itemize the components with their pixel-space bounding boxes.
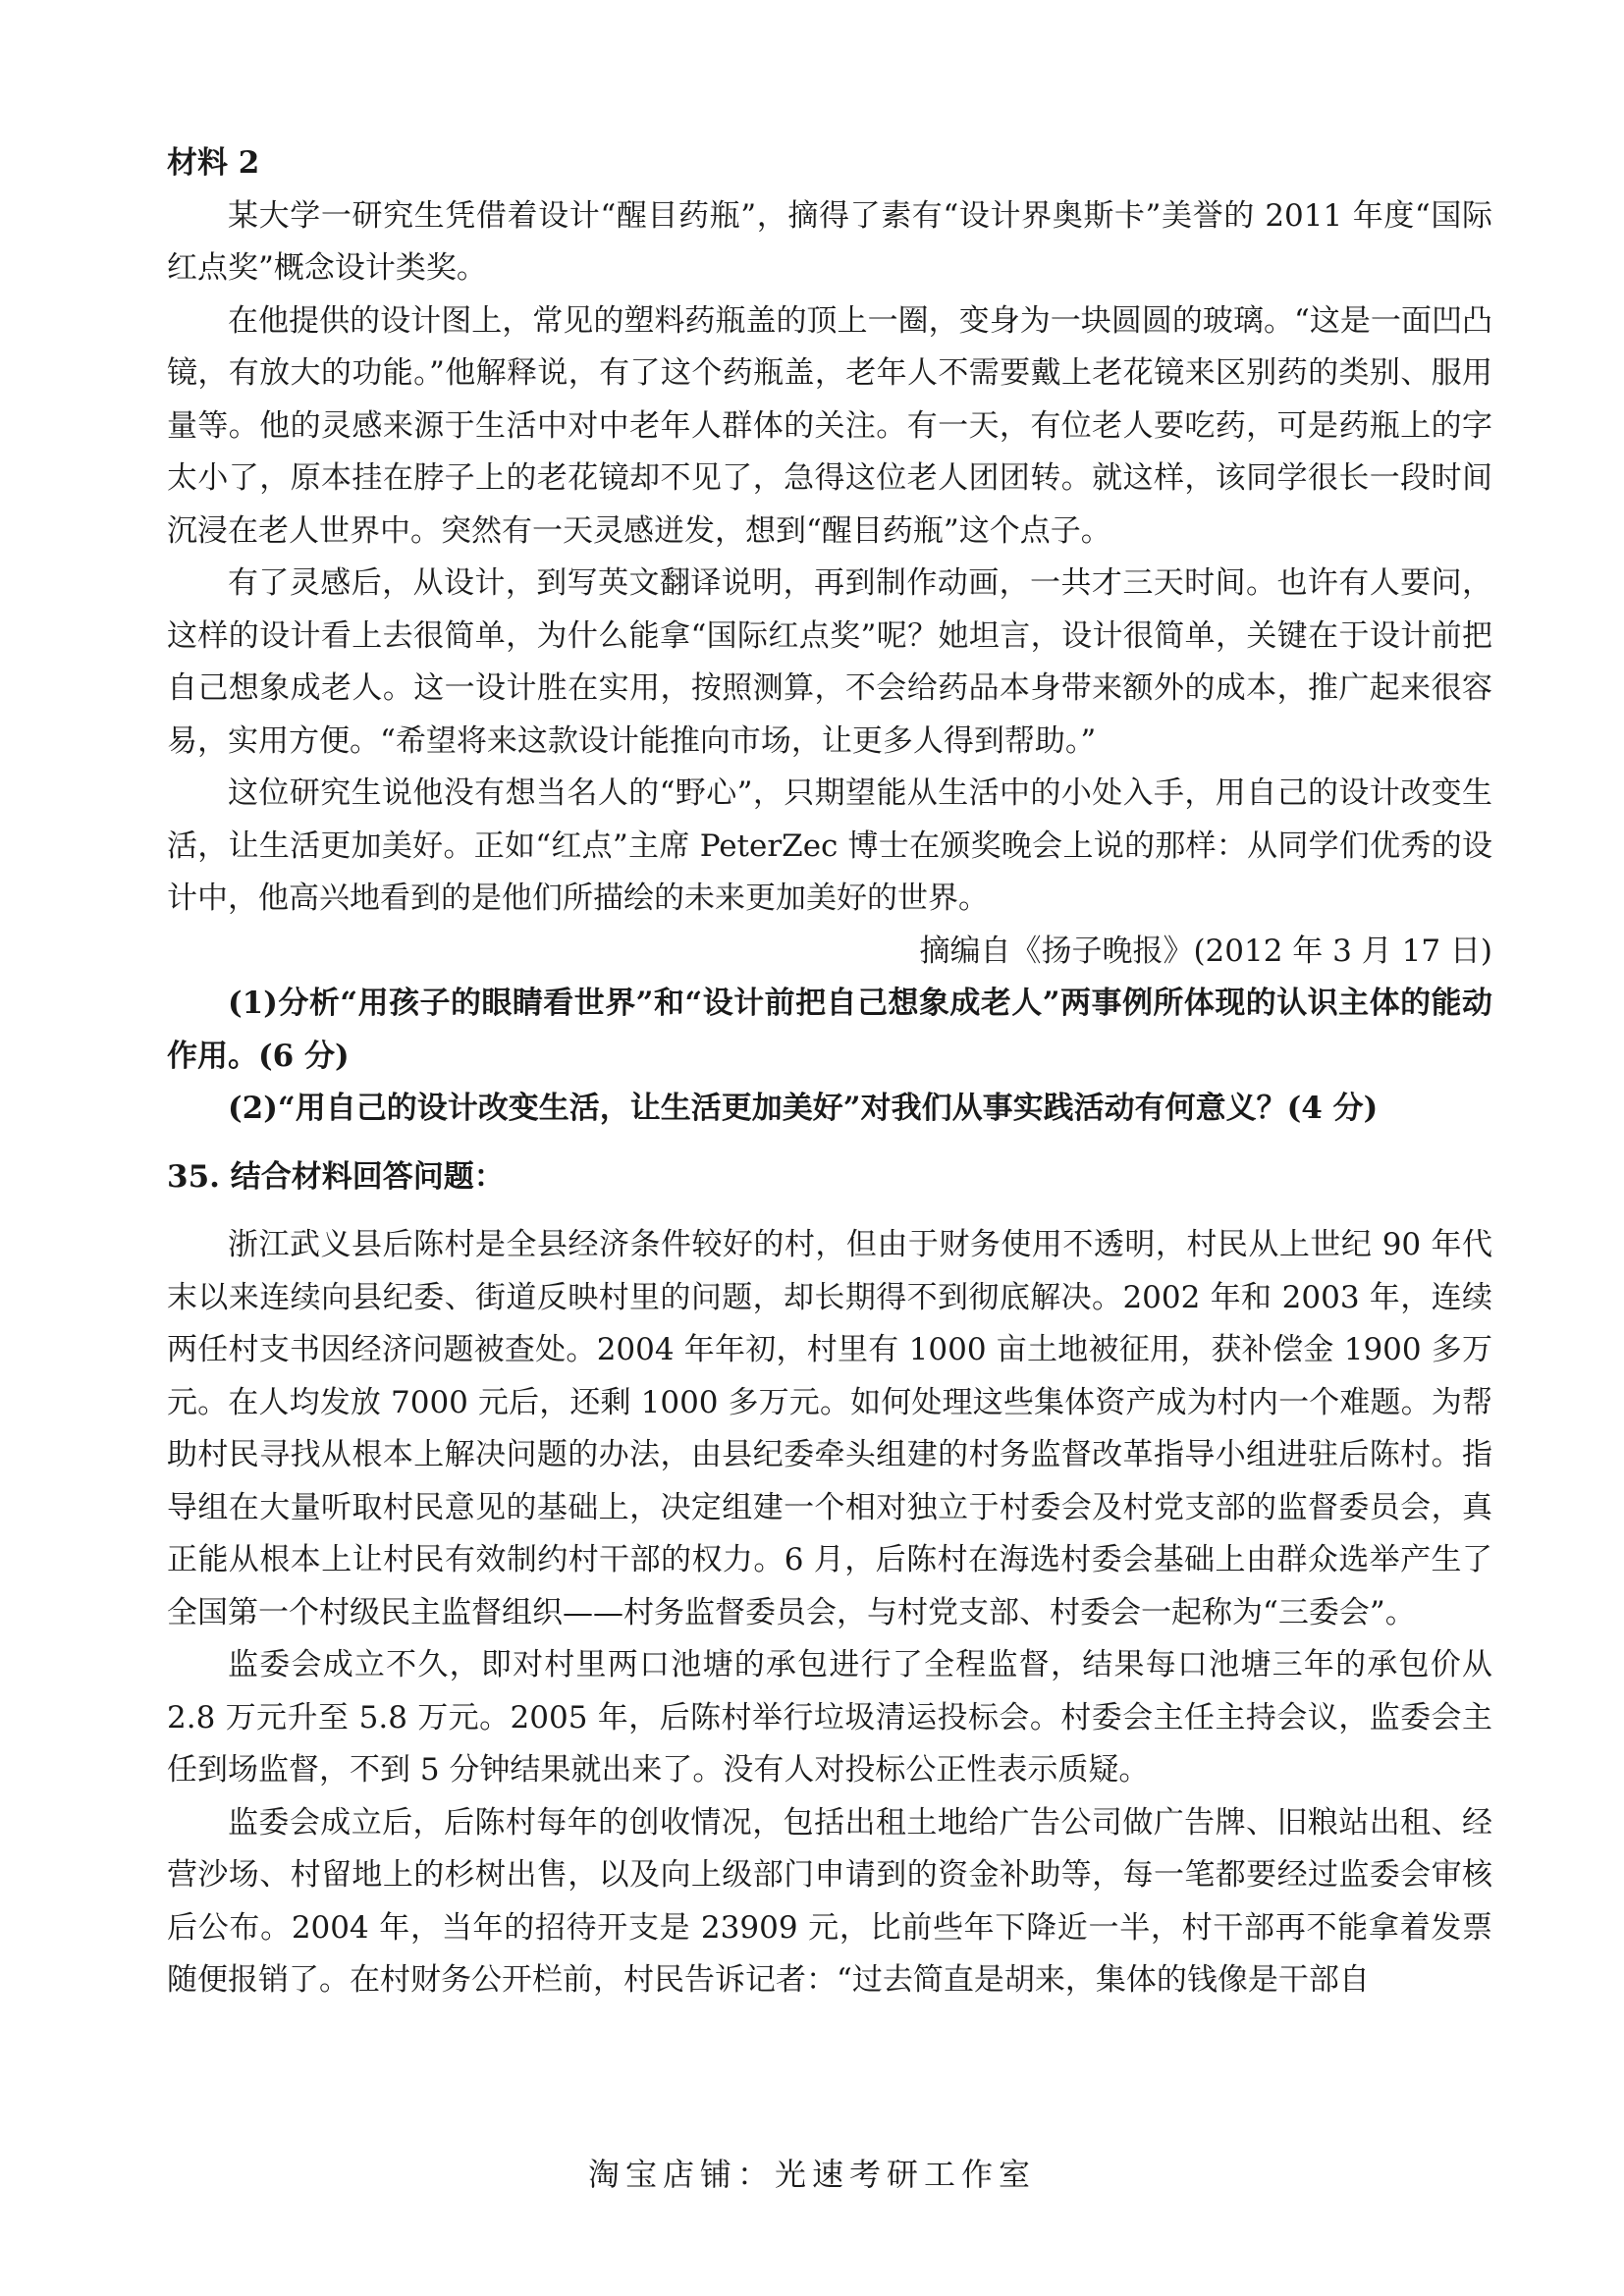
question-35-paragraph-3: 监委会成立后，后陈村每年的创收情况，包括出租土地给广告公司做广告牌、旧粮站出租、经营沙场、村留地上的杉树出售，以及向上级部门申请到的资金补助等，每一笔都要经过监委会审核后公布。2004 年，当年的招待开支是 23909 元，比前些年下降近一半，村干部再不能拿着发票随便报销了。在村财务公开栏前，村民告诉记者：“过去简直是胡来，集体的钱像是干部自 — [167, 1804, 1492, 1998]
section-gap — [167, 1136, 1492, 1151]
question-35-heading: 35. 结合材料回答问题： — [167, 1158, 505, 1195]
material-2-paragraph-1: 某大学一研究生凭借着设计“醒目药瓶”，摘得了素有“设计界奥斯卡”美誉的 2011 年度“国际红点奖”概念设计类奖。 — [167, 197, 1492, 286]
material-2-paragraph-3: 有了灵感后，从设计，到写英文翻译说明，再到制作动画，一共才三天时间。也许有人要问，这样的设计看上去很简单，为什么能拿“国际红点奖”呢？她坦言，设计很简单，关键在于设计前把自己想象成老人。这一设计胜在实用，按照测算，不会给药品本身带来额外的成本，推广起来很容易，实用方便。“希望将来这款设计能推向市场，让更多人得到帮助。” — [167, 565, 1492, 759]
shop-footer: 淘宝店铺：光速考研工作室 — [587, 2156, 1036, 2193]
material-2-heading: 材料 2 — [167, 145, 260, 181]
section-gap — [167, 1203, 1492, 1219]
material-2-paragraph-4: 这位研究生说他没有想当名人的“野心”，只期望能从生活中的小处入手，用自己的设计改变生活，让生活更加美好。正如“红点”主席 PeterZec 博士在颁奖晚会上说的那样：从同学们优秀的设计中，他高兴地看到的是他们所描绘的未来更加美好的世界。 — [167, 775, 1492, 916]
question-35-paragraph-1: 浙江武义县后陈村是全县经济条件较好的村，但由于财务使用不透明，村民从上世纪 90 年代末以来连续向县纪委、街道反映村里的问题，却长期得不到彻底解决。2002 年和 2003 年，连续两任村支书因经济问题被查处。2004 年年初，村里有 1000 亩土地被征用，获补偿金 1900 多万元。在人均发放 7000 元后，还剩 1000 多万元。如何处理这些集体资产成为村内一个难题。为帮助村民寻找从根本上解决问题的办法，由县纪委牵头组建的村务监督改革指导小组进驻后陈村。指导组在大量听取村民意见的基础上，决定组建一个相对独立于村委会及村党支部的监督委员会，真正能从根本上让村民有效制约村干部的权力。6 月，后陈村在海选村委会基础上由群众选举产生了全国第一个村级民主监督组织——村务监督委员会，与村党支部、村委会一起称为“三委会”。 — [167, 1227, 1492, 1630]
page-content — [167, 137, 1492, 2007]
material-2-paragraph-2: 在他提供的设计图上，常见的塑料药瓶盖的顶上一圈，变身为一块圆圆的玻璃。“这是一面凹凸镜，有放大的功能。”他解释说，有了这个药瓶盖，老年人不需要戴上老花镜来区别药的类别、服用量等。他的灵感来源于生活中对中老年人群体的关注。有一天，有位老人要吃药，可是药瓶上的字太小了，原本挂在脖子上的老花镜却不见了，急得这位老人团团转。就这样，该同学很长一段时间沉浸在老人世界中。突然有一天灵感迸发，想到“醒目药瓶”这个点子。 — [167, 302, 1492, 549]
question-35-paragraph-2: 监委会成立不久，即对村里两口池塘的承包进行了全程监督，结果每口池塘三年的承包价从 2.8 万元升至 5.8 万元。2005 年，后陈村举行垃圾清运投标会。村委会主任主持会议，监委会主任到场监督，不到 5 分钟结果就出来了。没有人对投标公正性表示质疑。 — [167, 1647, 1492, 1788]
question-34-1: (1)分析“用孩子的眼睛看世界”和“设计前把自己想象成老人”两事例所体现的认识主体的能动作用。(6 分) — [167, 986, 1492, 1074]
question-34-2: (2)“用自己的设计改变生活，让生活更加美好”对我们从事实践活动有何意义？(4 分) — [228, 1091, 1379, 1126]
material-2-source: 摘编自《扬子晚报》(2012 年 3 月 17 日) — [919, 933, 1492, 969]
